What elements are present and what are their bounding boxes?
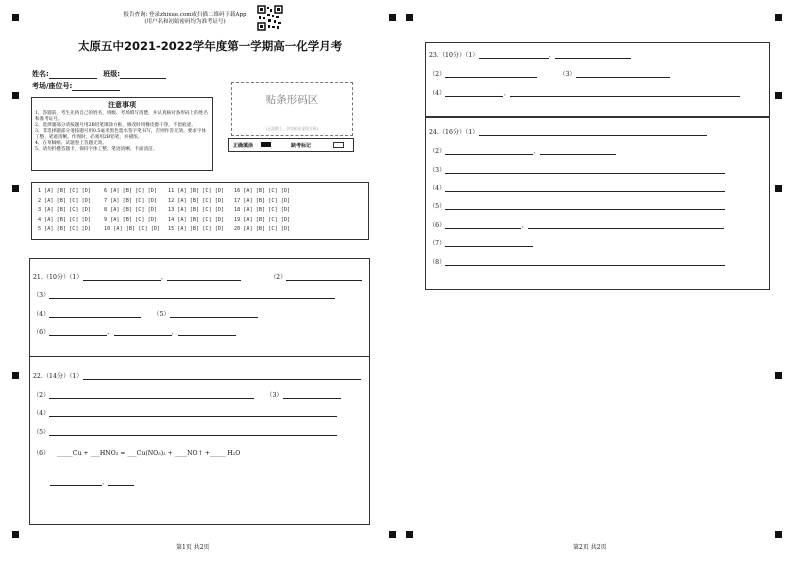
q23-head: 23.（10分）（1） (429, 52, 479, 59)
choice-options[interactable]: [A] [B] [C] [D] (177, 226, 225, 232)
choice-number: 15 (168, 226, 175, 232)
q22-p6-label: （6） (33, 450, 50, 457)
q23-p2-label: （2） (429, 71, 446, 78)
q24-part3 (429, 163, 725, 174)
choice-number: 11 (168, 188, 175, 194)
q24-part2 (429, 144, 616, 155)
choice-number: 8 (104, 207, 108, 213)
choice-options[interactable]: [A] [B] [C] [D] (44, 226, 91, 232)
choice-options[interactable]: [A] [B] [C] [D] (177, 207, 225, 213)
q23-answer-1b[interactable] (555, 48, 631, 59)
notes-list (32, 110, 212, 154)
absent-mark-label: 缺考标记 (291, 143, 312, 149)
q21-part2 (270, 270, 362, 281)
q21-answer-4[interactable] (49, 307, 141, 318)
report-notice-line1: 报告查询: 登录zhixue.com或扫描二维码下载App (123, 12, 247, 18)
choice-number: 18 (234, 207, 241, 213)
choice-options[interactable]: [A] [B] [C] [D] (243, 216, 291, 223)
choice-number: 3 (38, 207, 42, 213)
registration-mark (406, 14, 413, 21)
notes-item: 3、非选择题部分请按题号用0.5毫米黑色墨水签字笔书写，否则作答无效。要求字体工整、笔迹清晰。作图时，必须用2B铅笔，并描浓。 (35, 129, 207, 140)
q24-p7-label: （7） (429, 240, 446, 247)
choice-number: 16 (234, 188, 241, 194)
q24-answer-1[interactable] (479, 125, 707, 136)
q24-sep: 、 (533, 148, 540, 155)
choice-number: 14 (168, 216, 175, 223)
choice-item[interactable] (38, 217, 91, 223)
q21-part3 (33, 288, 335, 299)
q24-p6-label: （6） (429, 222, 446, 229)
barcode-title: 贴条形码区 (265, 94, 319, 106)
choice-section (31, 182, 369, 240)
choice-number: 5 (38, 226, 42, 232)
q23-sep: 、 (548, 52, 555, 59)
report-notice-line2: (用户名和初始密码均为准考证号) (144, 19, 226, 25)
q22-part5 (33, 425, 337, 436)
absent-mark-box[interactable] (333, 142, 344, 148)
choice-number: 7 (104, 197, 108, 204)
q24-answer-3[interactable] (445, 163, 725, 174)
choice-item[interactable] (38, 188, 91, 194)
choice-item[interactable] (234, 198, 290, 204)
choice-item[interactable] (38, 207, 91, 213)
choice-number: 20 (234, 226, 241, 232)
q24-p5-label: （5） (429, 203, 446, 210)
choice-options[interactable]: [A] [B] [C] [D] (44, 188, 91, 194)
class-label: 班级: (103, 70, 121, 78)
choice-options[interactable]: [A] [B] [C] [D] (44, 197, 91, 204)
q24-answer-8[interactable] (445, 255, 725, 266)
choice-options[interactable]: [A] [B] [C] [D] (243, 207, 291, 213)
qr-code-icon[interactable] (257, 5, 283, 31)
notes-item: 2、选择题部分请按题号用2B铅笔填涂方框，修改时用橡皮擦干净，不留痕迹。 (35, 123, 196, 128)
q22-line1 (33, 369, 361, 380)
choice-item[interactable] (104, 207, 157, 213)
correct-fill-label: 正确填涂 (233, 143, 254, 149)
seat-label: 考场/座位号: (32, 82, 73, 90)
q22-p4-label: （4） (33, 410, 50, 417)
choice-number: 17 (234, 197, 241, 204)
choice-number: 13 (168, 207, 175, 213)
seat-field[interactable] (72, 80, 120, 91)
choice-number: 6 (104, 188, 108, 194)
q23-p3-label: （3） (559, 71, 576, 78)
q21-p2-label: （2） (270, 274, 287, 281)
choice-item[interactable] (168, 217, 224, 223)
q21-sep: 、 (107, 329, 114, 336)
student-info (32, 68, 166, 79)
q24-answer-6b[interactable] (528, 218, 724, 229)
q23-sep: 、 (503, 90, 510, 97)
q24-answer-2b[interactable] (540, 144, 616, 155)
q22-part6-extra (50, 475, 134, 486)
q21-answer-3[interactable] (49, 288, 335, 299)
q23-answer-4a[interactable] (445, 86, 503, 97)
choice-options[interactable]: [A] [B] [C] [D] (113, 226, 161, 232)
registration-mark (775, 185, 782, 192)
choice-item[interactable] (104, 198, 157, 204)
registration-mark (12, 92, 19, 99)
q21-answer-6c[interactable] (178, 325, 236, 336)
page-footer-2: 第2页 共2页 (573, 544, 607, 551)
q24-answer-7[interactable] (445, 236, 533, 247)
q23-p4-label: （4） (429, 90, 446, 97)
q22-head: 22.（14分）（1） (33, 373, 83, 380)
notes-item: 5、请勿折叠答题卡，保持字体工整、笔迹清晰、卡面清洁。 (35, 147, 158, 152)
registration-mark (389, 14, 396, 21)
q22-answer-1[interactable] (83, 369, 361, 380)
q24-answer-2a[interactable] (445, 144, 533, 155)
registration-mark (389, 531, 396, 538)
choice-options[interactable]: [A] [B] [C] [D] (110, 207, 157, 213)
q22-answer-4[interactable] (49, 406, 337, 417)
q22-answer-2[interactable] (49, 388, 254, 399)
choice-item[interactable] (168, 188, 224, 194)
q21-sep: 、 (160, 274, 167, 281)
q21-p5-label: （5） (153, 311, 170, 318)
q21-answer-2[interactable] (286, 270, 362, 281)
q22-part2-3 (33, 388, 341, 399)
choice-number: 2 (38, 197, 42, 204)
choice-number: 12 (168, 197, 175, 204)
q24-part6 (429, 218, 724, 229)
q22-p3-label: （3） (266, 392, 283, 399)
q21-sep: 、 (171, 329, 178, 336)
q24-head: 24.（16分）（1） (429, 129, 479, 136)
choice-number: 10 (104, 226, 111, 232)
q22-answer-6c[interactable] (108, 475, 134, 486)
q24-line1 (429, 125, 707, 136)
q24-p8-label: （8） (429, 259, 446, 266)
q21-p4-label: （4） (33, 311, 50, 318)
q23-line1 (429, 48, 631, 59)
page-footer-1: 第1页 共2页 (176, 544, 210, 551)
q24-p3-label: （3） (429, 167, 446, 174)
q24-part4 (429, 181, 725, 192)
q21-answer-1b[interactable] (167, 270, 241, 281)
choice-number: 19 (234, 216, 241, 223)
q21-head: 21.（10分）（1） (33, 274, 83, 281)
choice-item[interactable] (104, 217, 157, 223)
q21-p6-label: （6） (33, 329, 50, 336)
q21-p3-label: （3） (33, 292, 50, 299)
q22-section (29, 356, 370, 525)
choice-item[interactable] (38, 226, 91, 232)
choice-number: 4 (38, 216, 42, 223)
q21-part6 (33, 325, 236, 336)
q24-answer-4[interactable] (445, 181, 725, 192)
q22-part6 (33, 448, 240, 457)
name-label: 姓名: (32, 70, 49, 78)
correct-fill-example (261, 142, 271, 147)
choice-item[interactable] (38, 198, 91, 204)
choice-number: 1 (38, 188, 42, 194)
choice-item[interactable] (104, 226, 160, 232)
q24-answer-6a[interactable] (445, 218, 521, 229)
registration-mark (775, 372, 782, 379)
choice-options[interactable]: [A] [B] [C] [D] (243, 197, 291, 204)
registration-mark (406, 531, 413, 538)
registration-mark (12, 531, 19, 538)
q23-answer-2[interactable] (445, 67, 537, 78)
choice-options[interactable]: [A] [B] [C] [D] (177, 197, 225, 204)
class-field[interactable] (120, 68, 166, 79)
q24-p2-label: （2） (429, 148, 446, 155)
choice-options[interactable]: [A] [B] [C] [D] (110, 216, 157, 223)
q23-part2-3 (429, 67, 670, 78)
registration-mark (775, 14, 782, 21)
q21-line1 (33, 270, 241, 281)
q23-answer-4b[interactable] (510, 86, 740, 97)
q24-answer-5[interactable] (445, 199, 725, 210)
q21-part4-5 (33, 307, 258, 318)
notes-item: 1、答题前，考生先将自己的姓名、班级、考场填写清楚，并认真核对条形码上的姓名和准考证号。 (35, 111, 208, 122)
registration-mark (775, 92, 782, 99)
exam-title: 太原五中2021-2022学年度第一学期高一化学月考 (78, 39, 343, 53)
choice-item[interactable] (234, 226, 290, 232)
registration-mark (12, 14, 19, 21)
q24-part5 (429, 199, 725, 210)
report-notice (115, 12, 255, 26)
q23-answer-3[interactable] (576, 67, 670, 78)
choice-options[interactable]: [A] [B] [C] [D] (177, 216, 225, 223)
q22-equation: _____Cu + ___HNO₃ = ___Cu(NO₃)₂ + ____NO↑ +_____ H₂O (57, 450, 241, 457)
notes-title: 注意事项 (108, 101, 136, 109)
notes-item: 4、在草稿纸、试题卷上答题无效。 (35, 141, 107, 146)
seat-info (32, 80, 120, 91)
choice-number: 9 (104, 216, 108, 223)
q22-part4 (33, 406, 337, 417)
choice-item[interactable] (234, 217, 290, 223)
choice-options[interactable]: [A] [B] [C] [D] (110, 197, 157, 204)
q21-answer-1a[interactable] (83, 270, 161, 281)
choice-options[interactable]: [A] [B] [C] [D] (44, 216, 91, 223)
q24-part8 (429, 255, 725, 266)
barcode-area (231, 82, 353, 136)
choice-options[interactable]: [A] [B] [C] [D] (177, 188, 225, 194)
choice-options[interactable]: [A] [B] [C] [D] (110, 188, 157, 194)
name-field[interactable] (49, 68, 97, 79)
notes-box (31, 97, 213, 171)
q24-p4-label: （4） (429, 185, 446, 192)
q24-sep: 、 (521, 222, 528, 229)
q22-answer-6b[interactable] (50, 475, 102, 486)
choice-item[interactable] (234, 207, 290, 213)
q23-answer-1a[interactable] (479, 48, 549, 59)
choice-item[interactable] (234, 188, 290, 194)
q22-sep: 、 (102, 479, 109, 486)
q22-answer-5[interactable] (49, 425, 337, 436)
choice-item[interactable] (168, 207, 224, 213)
choice-options[interactable]: [A] [B] [C] [D] (44, 207, 91, 213)
registration-mark (12, 372, 19, 379)
fill-legend (228, 138, 354, 152)
registration-mark (12, 185, 19, 192)
q22-answer-3[interactable] (283, 388, 341, 399)
q22-p5-label: （5） (33, 429, 50, 436)
choice-item[interactable] (104, 188, 157, 194)
q22-p2-label: （2） (33, 392, 50, 399)
choice-item[interactable] (168, 198, 224, 204)
q24-part7 (429, 236, 533, 247)
registration-mark (775, 531, 782, 538)
choice-options[interactable]: [A] [B] [C] [D] (243, 188, 291, 194)
q21-answer-6b[interactable] (114, 325, 172, 336)
choice-options[interactable]: [A] [B] [C] [D] (243, 226, 291, 232)
choice-item[interactable] (168, 226, 224, 232)
q21-answer-5[interactable] (170, 307, 258, 318)
q21-answer-6a[interactable] (49, 325, 107, 336)
barcode-hint: (正面朝上，切勿贴出虚线方框) (265, 126, 319, 131)
q23-part4 (429, 86, 740, 97)
